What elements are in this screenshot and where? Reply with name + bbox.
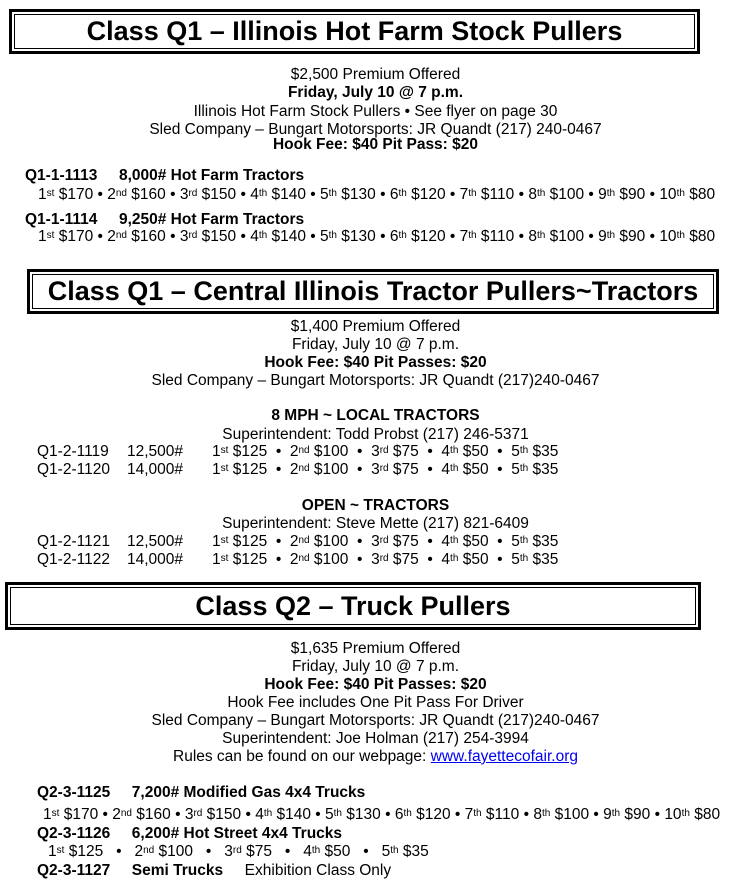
row-weight: 12,500# [127,533,184,550]
prize-item: 3rd $150 [179,228,237,245]
class-code: Q2-3-1125 [37,784,111,801]
prize-item: 5th $35 [381,843,429,860]
prize-item: 1st $170 [43,806,99,823]
row-weight: 12,500# [127,443,184,460]
open-superintendent: Superintendent: Steve Mette (217) 821-6409 [222,515,529,532]
prize-item: 3rd $150 [179,186,237,203]
section3-date: Friday, July 10 @ 7 p.m. [291,658,460,675]
prize-item: 3rd $75 [371,551,419,568]
row-code: Q1-2-1119 [37,443,109,460]
prize-item: 3rd $75 [371,443,419,460]
prize-line: 1st $125 • 2nd $100 • 3rd $75 • 4th $50 • 5th $35 [48,843,429,860]
prize-item: 4th $140 [250,228,306,245]
prize-item: 4th $140 [255,806,311,823]
prize-line: 1st $125 • 2nd $100 • 3rd $75 • 4th $50 • 5th $35 [212,551,559,568]
section3-rules [0,748,751,766]
prize-item: 7th $110 [459,228,515,245]
section2-title-box [27,269,719,314]
class-q2-3-1126 [37,825,342,843]
class-name: 9,250# Hot Farm Tractors [118,211,305,228]
prize-item: 4th $50 [441,533,489,550]
table-row [37,551,558,569]
section1-note: Illinois Hot Farm Stock Pullers • See flyer on page 30 [193,103,558,120]
prize-item: 5th $130 [325,806,381,823]
prize-item: 2nd $100 [289,551,349,568]
class-q2-3-1127 [37,862,391,880]
prize-item: 6th $120 [394,806,451,823]
prize-item: 5th $35 [511,533,559,550]
class-name: 7,200# Modified Gas 4x4 Trucks [131,784,366,801]
class-code: Q2-3-1127 [37,862,111,879]
section1-sled: Sled Company – Bungart Motorsports: JR Quandt (217) 240-0467 [149,121,602,138]
prize-item: 5th $130 [320,186,376,203]
class-q1-1-1114 [25,211,304,229]
class-name: Semi Trucks [131,862,224,879]
table-row [37,461,558,479]
section2-date: Friday, July 10 @ 7 p.m. [291,336,460,353]
section3-title-box [5,582,701,630]
prize-item: 7th $110 [464,806,520,823]
section1-title: Class Q1 – Illinois Hot Farm Stock Pullers [14,14,695,49]
prize-item: 1st $125 [48,843,104,860]
table-row [37,443,558,461]
prize-item: 4th $50 [441,461,489,478]
row-weight: 14,000# [127,461,184,478]
prize-item: 2nd $160 [112,806,171,823]
class-code: Q1-1-1114 [25,211,98,228]
prize-item: 3rd $150 [184,806,242,823]
prize-item: 1st $125 [212,551,268,568]
prize-item: 8th $100 [533,806,590,823]
row-code: Q1-2-1120 [37,461,110,478]
website-link[interactable]: www.fayettecofair.org [430,748,578,765]
row-code: Q1-2-1122 [37,551,110,568]
section1-premium: $2,500 Premium Offered [290,66,461,83]
prize-item: 4th $50 [303,843,351,860]
prize-item: 1st $125 [212,461,268,478]
prize-item: 1st $170 [38,228,94,245]
section1-fees: Hook Fee: $40 Pit Pass: $20 [272,136,479,153]
prize-line: 1st $125 • 2nd $100 • 3rd $75 • 4th $50 • 5th $35 [212,533,559,550]
section2-title: Class Q1 – Central Illinois Tractor Pullers~Tractors [32,274,714,309]
prize-item: 6th $120 [389,228,446,245]
prize-item: 8th $100 [528,228,585,245]
prize-item: 9th $90 [598,186,646,203]
section3-premium: $1,635 Premium Offered [290,640,461,657]
prize-item: 10th $80 [664,806,721,823]
prize-item: 5th $130 [320,228,376,245]
section3-hook-note: Hook Fee includes One Pit Pass For Driver [227,694,524,711]
prize-item: 2nd $160 [107,186,166,203]
class-name: 8,000# Hot Farm Tractors [118,167,305,184]
class-note: Exhibition Class Only [244,862,392,879]
class-code: Q1-1-1113 [25,167,98,184]
class-code: Q2-3-1126 [37,825,111,842]
prize-item: 2nd $100 [289,443,349,460]
class-q2-3-1125 [37,784,365,802]
rules-text: Rules can be found on our webpage: [173,748,431,765]
class-name: 6,200# Hot Street 4x4 Trucks [131,825,343,842]
local-tractors-heading: 8 MPH ~ LOCAL TRACTORS [271,407,480,424]
section1-date: Friday, July 10 @ 7 p.m. [287,84,464,101]
prize-item: 4th $50 [441,551,489,568]
prize-item: 4th $140 [250,186,306,203]
prize-line: 1st $125 • 2nd $100 • 3rd $75 • 4th $50 • 5th $35 [212,443,559,460]
prize-line: 1st $125 • 2nd $100 • 3rd $75 • 4th $50 • 5th $35 [212,461,559,478]
section2-premium: $1,400 Premium Offered [290,318,461,335]
prize-item: 3rd $75 [371,461,419,478]
section3-fees: Hook Fee: $40 Pit Passes: $20 [264,676,487,693]
prize-item: 2nd $100 [134,843,194,860]
section1-title-box [9,9,700,54]
prize-item: 1st $125 [212,533,268,550]
prize-item: 2nd $160 [107,228,166,245]
prize-item: 4th $50 [441,443,489,460]
prize-item: 1st $170 [38,186,94,203]
prize-item: 5th $35 [511,461,559,478]
prize-item: 9th $90 [598,228,646,245]
prize-item: 3rd $75 [371,533,419,550]
prize-item: 1st $125 [212,443,268,460]
local-superintendent: Superintendent: Todd Probst (217) 246-5371 [222,426,529,443]
prize-item: 2nd $100 [289,461,349,478]
section3-sled: Sled Company – Bungart Motorsports: JR Quandt (217)240-0467 [151,712,600,729]
prize-item: 10th $80 [659,228,716,245]
prize-item: 10th $80 [659,186,716,203]
section3-title: Class Q2 – Truck Pullers [10,587,696,625]
section2-fees: Hook Fee: $40 Pit Passes: $20 [264,354,487,371]
class-q1-1-1113 [25,167,304,185]
prize-item: 8th $100 [528,186,585,203]
prize-item: 6th $120 [389,186,446,203]
section3-superintendent: Superintendent: Joe Holman (217) 254-3994 [222,730,529,747]
prize-item: 5th $35 [511,443,559,460]
prize-item: 9th $90 [603,806,651,823]
prize-item: 2nd $100 [289,533,349,550]
prize-item: 7th $110 [459,186,515,203]
prize-line: 1st $170 • 2nd $160 • 3rd $150 • 4th $140 • 5th $130 • 6th $120 • 7th $110 • 8th $100 • 9th $90 • 10th $80 [43,806,721,823]
open-tractors-heading: OPEN ~ TRACTORS [301,497,450,514]
prize-line: 1st $170 • 2nd $160 • 3rd $150 • 4th $140 • 5th $130 • 6th $120 • 7th $110 • 8th $100 • 9th $90 • 10th $80 [38,228,716,245]
prize-line: 1st $170 • 2nd $160 • 3rd $150 • 4th $140 • 5th $130 • 6th $120 • 7th $110 • 8th $100 • 9th $90 • 10th $80 [38,186,716,203]
prize-item: 5th $35 [511,551,559,568]
prize-item: 3rd $75 [224,843,272,860]
section2-sled: Sled Company – Bungart Motorsports: JR Quandt (217)240-0467 [151,372,600,389]
row-weight: 14,000# [127,551,184,568]
row-code: Q1-2-1121 [37,533,110,550]
table-row [37,533,558,551]
